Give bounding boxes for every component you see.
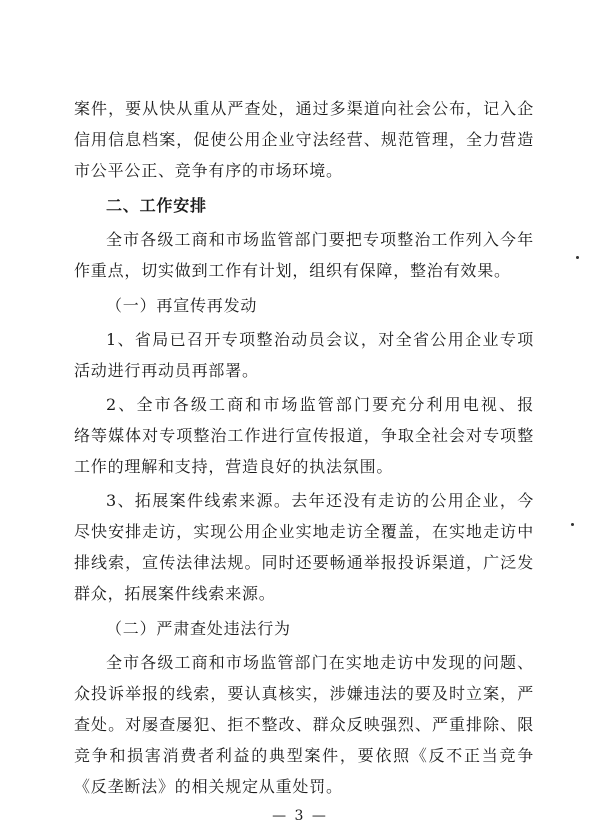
item-1-line-1: 1、省局已召开专项整治动员会议，对全省公用企业专项 [106,330,534,349]
item-3-line-3: 排线索，宣传法律法规。同时还要畅通举报投诉渠道，广泛发 [74,553,534,572]
investigation-line-1: 全市各级工商和市场监管部门在实地走访中发现的问题、 [106,653,534,672]
body-line-1: 案件，要从快从重从严查处，通过多渠道向社会公布，记入企 [74,99,534,118]
scan-speck [576,256,579,259]
item-2-line-2: 络等媒体对专项整治工作进行宣传报道，争取全社会对专项整 [74,426,534,445]
investigation-line-5: 《反垄断法》的相关规定从重处罚。 [74,777,343,796]
item-3-line-4: 群众，拓展案件线索来源。 [74,584,276,603]
item-3-line-2: 尽快安排走访，实现公用企业实地走访全覆盖，在实地走访中 [74,522,534,541]
section-heading-work-arrangement: 二、工作安排 [106,196,207,215]
body-line-6: 作重点，切实做到工作有计划，组织有保障，整治有效果。 [74,261,511,280]
item-2-line-1: 2、全市各级工商和市场监管部门要充分利用电视、报 [106,395,534,414]
investigation-line-3: 查处。对屡查屡犯、拒不整改、群众反映强烈、严重排除、限 [74,715,534,734]
item-3-line-1: 3、拓展案件线索来源。去年还没有走访的公用企业，今 [106,491,534,510]
scan-speck [571,523,574,526]
page-number: — 3 — [272,808,328,824]
body-line-5: 全市各级工商和市场监管部门要把专项整治工作列入今年 [106,230,534,249]
investigation-line-2: 众投诉举报的线索，要认真核实，涉嫌违法的要及时立案，严 [74,684,534,703]
subheading-investigation: （二）严肃查处违法行为 [106,619,291,638]
item-1-line-2: 活动进行再动员再部署。 [74,361,259,380]
subheading-publicity: （一）再宣传再发动 [106,296,258,315]
body-line-2: 信用信息档案，促使公用企业守法经营、规范管理，全力营造 [74,130,534,149]
investigation-line-4: 竞争和损害消费者利益的典型案件，要依照《反不正当竞争 [74,746,534,765]
body-line-3: 市公平公正、竞争有序的市场环境。 [74,161,343,180]
item-2-line-3: 工作的理解和支持，营造良好的执法氛围。 [74,457,394,476]
